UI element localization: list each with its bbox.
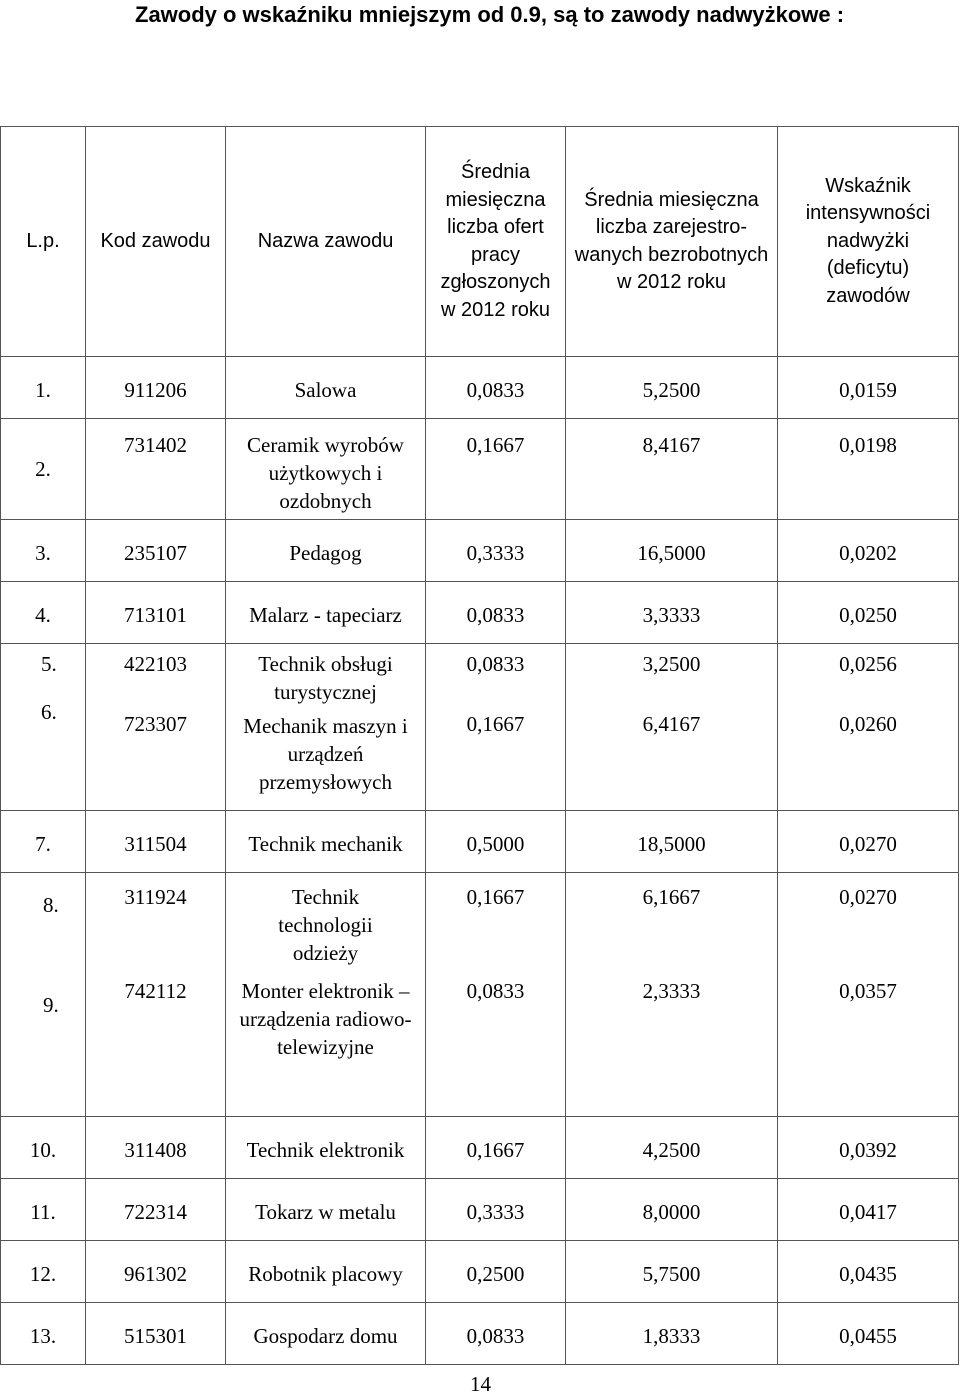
cell-unemployed: 5,7500: [566, 1241, 778, 1303]
cell-lp: 7.: [1, 811, 86, 873]
cell-index: 0,0260: [839, 712, 897, 736]
cell-name: Tokarz w metalu: [226, 1179, 426, 1241]
cell-code: 422103: [124, 652, 187, 676]
cell-code-group: [86, 644, 226, 811]
cell-offers: 0,0833: [426, 582, 566, 644]
cell-offers: 0,1667: [466, 712, 525, 736]
cell-lp: 3.: [1, 520, 86, 582]
cell-lp: 5.: [41, 652, 57, 676]
cell-lp: 1.: [1, 357, 86, 419]
cell-name: Malarz - tapeciarz: [226, 582, 426, 644]
cell-code: 911206: [86, 357, 226, 419]
cell-offers: 0,3333: [426, 1179, 566, 1241]
cell-name: Salowa: [226, 357, 426, 419]
page-number: 14: [470, 1372, 491, 1396]
table-row: [1, 419, 959, 520]
cell-unemployed: 6,1667: [642, 885, 701, 909]
cell-lp: 2.: [1, 419, 86, 520]
cell-code: 731402: [86, 419, 226, 520]
cell-unemployed: 8,4167: [566, 419, 778, 520]
cell-offers: 0,3333: [426, 520, 566, 582]
cell-index: 0,0357: [839, 979, 897, 1003]
cell-index: 0,0256: [839, 652, 897, 676]
header-lp: L.p.: [1, 127, 86, 357]
cell-code: 961302: [86, 1241, 226, 1303]
cell-offers: 0,1667: [426, 419, 566, 520]
cell-offers: 0,1667: [426, 1117, 566, 1179]
cell-name: Technik elektronik: [226, 1117, 426, 1179]
cell-index: 0,0392: [778, 1117, 959, 1179]
cell-index: 0,0159: [778, 357, 959, 419]
cell-offers: 0,2500: [426, 1241, 566, 1303]
cell-unemployed: 2,3333: [642, 979, 701, 1003]
header-name: Nazwa zawodu: [226, 127, 426, 357]
cell-index-group: [778, 873, 959, 1117]
cell-lp: 9.: [43, 993, 59, 1017]
table-row: [1, 1179, 959, 1241]
page-heading: Zawody o wskaźniku mniejszym od 0.9, są to zawody nadwyżkowe :: [135, 2, 845, 27]
cell-code: 311504: [86, 811, 226, 873]
cell-offers-group: [426, 873, 566, 1117]
cell-unemployed: 18,5000: [566, 811, 778, 873]
cell-name: Ceramik wyrobów użytkowych i ozdobnych: [226, 419, 426, 520]
cell-index: 0,0417: [778, 1179, 959, 1241]
cell-code: 235107: [86, 520, 226, 582]
cell-code: 742112: [124, 979, 187, 1003]
cell-unemployed: 8,0000: [566, 1179, 778, 1241]
cell-offers-group: [426, 644, 566, 811]
table-row-group: [1, 644, 959, 811]
cell-index: 0,0455: [778, 1303, 959, 1365]
cell-code: 723307: [124, 712, 187, 736]
cell-code: 311924: [124, 885, 187, 909]
cell-index: 0,0270: [839, 885, 897, 909]
cell-code-group: [86, 873, 226, 1117]
cell-offers: 0,1667: [466, 885, 525, 909]
cell-name: Mechanik maszyn i urządzeń przemysłowych: [243, 714, 408, 794]
cell-lp: 8.: [43, 893, 59, 917]
cell-index: 0,0435: [778, 1241, 959, 1303]
cell-index: 0,0250: [778, 582, 959, 644]
cell-unemployed: 3,3333: [566, 582, 778, 644]
cell-code: 311408: [86, 1117, 226, 1179]
cell-name: Technik mechanik: [226, 811, 426, 873]
cell-offers: 0,5000: [426, 811, 566, 873]
table-header-row: [1, 127, 959, 357]
cell-index: 0,0270: [778, 811, 959, 873]
occupations-table: [0, 126, 959, 1365]
cell-name: Technik obsługi turystycznej: [258, 652, 393, 704]
cell-offers: 0,0833: [426, 1303, 566, 1365]
table-row: [1, 582, 959, 644]
cell-index: 0,0198: [778, 419, 959, 520]
cell-index-group: [778, 644, 959, 811]
cell-lp: 10.: [1, 1117, 86, 1179]
cell-unemployed: 1,8333: [566, 1303, 778, 1365]
cell-offers: 0,0833: [466, 979, 525, 1003]
cell-name-group: [226, 873, 426, 1117]
cell-offers: 0,0833: [426, 357, 566, 419]
table-row: [1, 1117, 959, 1179]
cell-lp: 13.: [1, 1303, 86, 1365]
table-row: [1, 520, 959, 582]
cell-code: 515301: [86, 1303, 226, 1365]
table-row: [1, 1303, 959, 1365]
cell-lp-group: [1, 873, 86, 1117]
header-offers: Średnia miesięczna liczba ofert pracy zgłoszonych w 2012 roku: [426, 127, 566, 357]
cell-unemployed: 5,2500: [566, 357, 778, 419]
cell-name: Gospodarz domu: [226, 1303, 426, 1365]
cell-offers: 0,0833: [466, 652, 525, 676]
cell-name: Pedagog: [226, 520, 426, 582]
header-code: Kod zawodu: [86, 127, 226, 357]
header-unemployed: Średnia miesięczna liczba zarejestro-wanych bezrobotnych w 2012 roku: [566, 127, 778, 357]
cell-unemployed: 4,2500: [566, 1117, 778, 1179]
cell-lp: 11.: [1, 1179, 86, 1241]
cell-code: 713101: [86, 582, 226, 644]
cell-index: 0,0202: [778, 520, 959, 582]
cell-unemployed-group: [566, 644, 778, 811]
table-row: [1, 1241, 959, 1303]
cell-unemployed: 16,5000: [566, 520, 778, 582]
cell-lp: 12.: [1, 1241, 86, 1303]
cell-code: 722314: [86, 1179, 226, 1241]
table-row-group: [1, 873, 959, 1117]
table-row: [1, 811, 959, 873]
header-index: Wskaźnik intensywności nadwyżki (deficytu) zawodów: [778, 127, 959, 357]
cell-lp-group: [1, 644, 86, 811]
cell-name: Monter elektronik – urządzenia radiowo-telewizyjne: [239, 979, 412, 1059]
cell-lp: 6.: [41, 700, 57, 724]
cell-name: Technik technologii odzieży: [278, 885, 373, 965]
cell-lp: 4.: [1, 582, 86, 644]
cell-name-group: [226, 644, 426, 811]
cell-unemployed: 3,2500: [642, 652, 701, 676]
cell-name: Robotnik placowy: [226, 1241, 426, 1303]
cell-unemployed: 6,4167: [642, 712, 701, 736]
cell-unemployed-group: [566, 873, 778, 1117]
table-row: [1, 357, 959, 419]
